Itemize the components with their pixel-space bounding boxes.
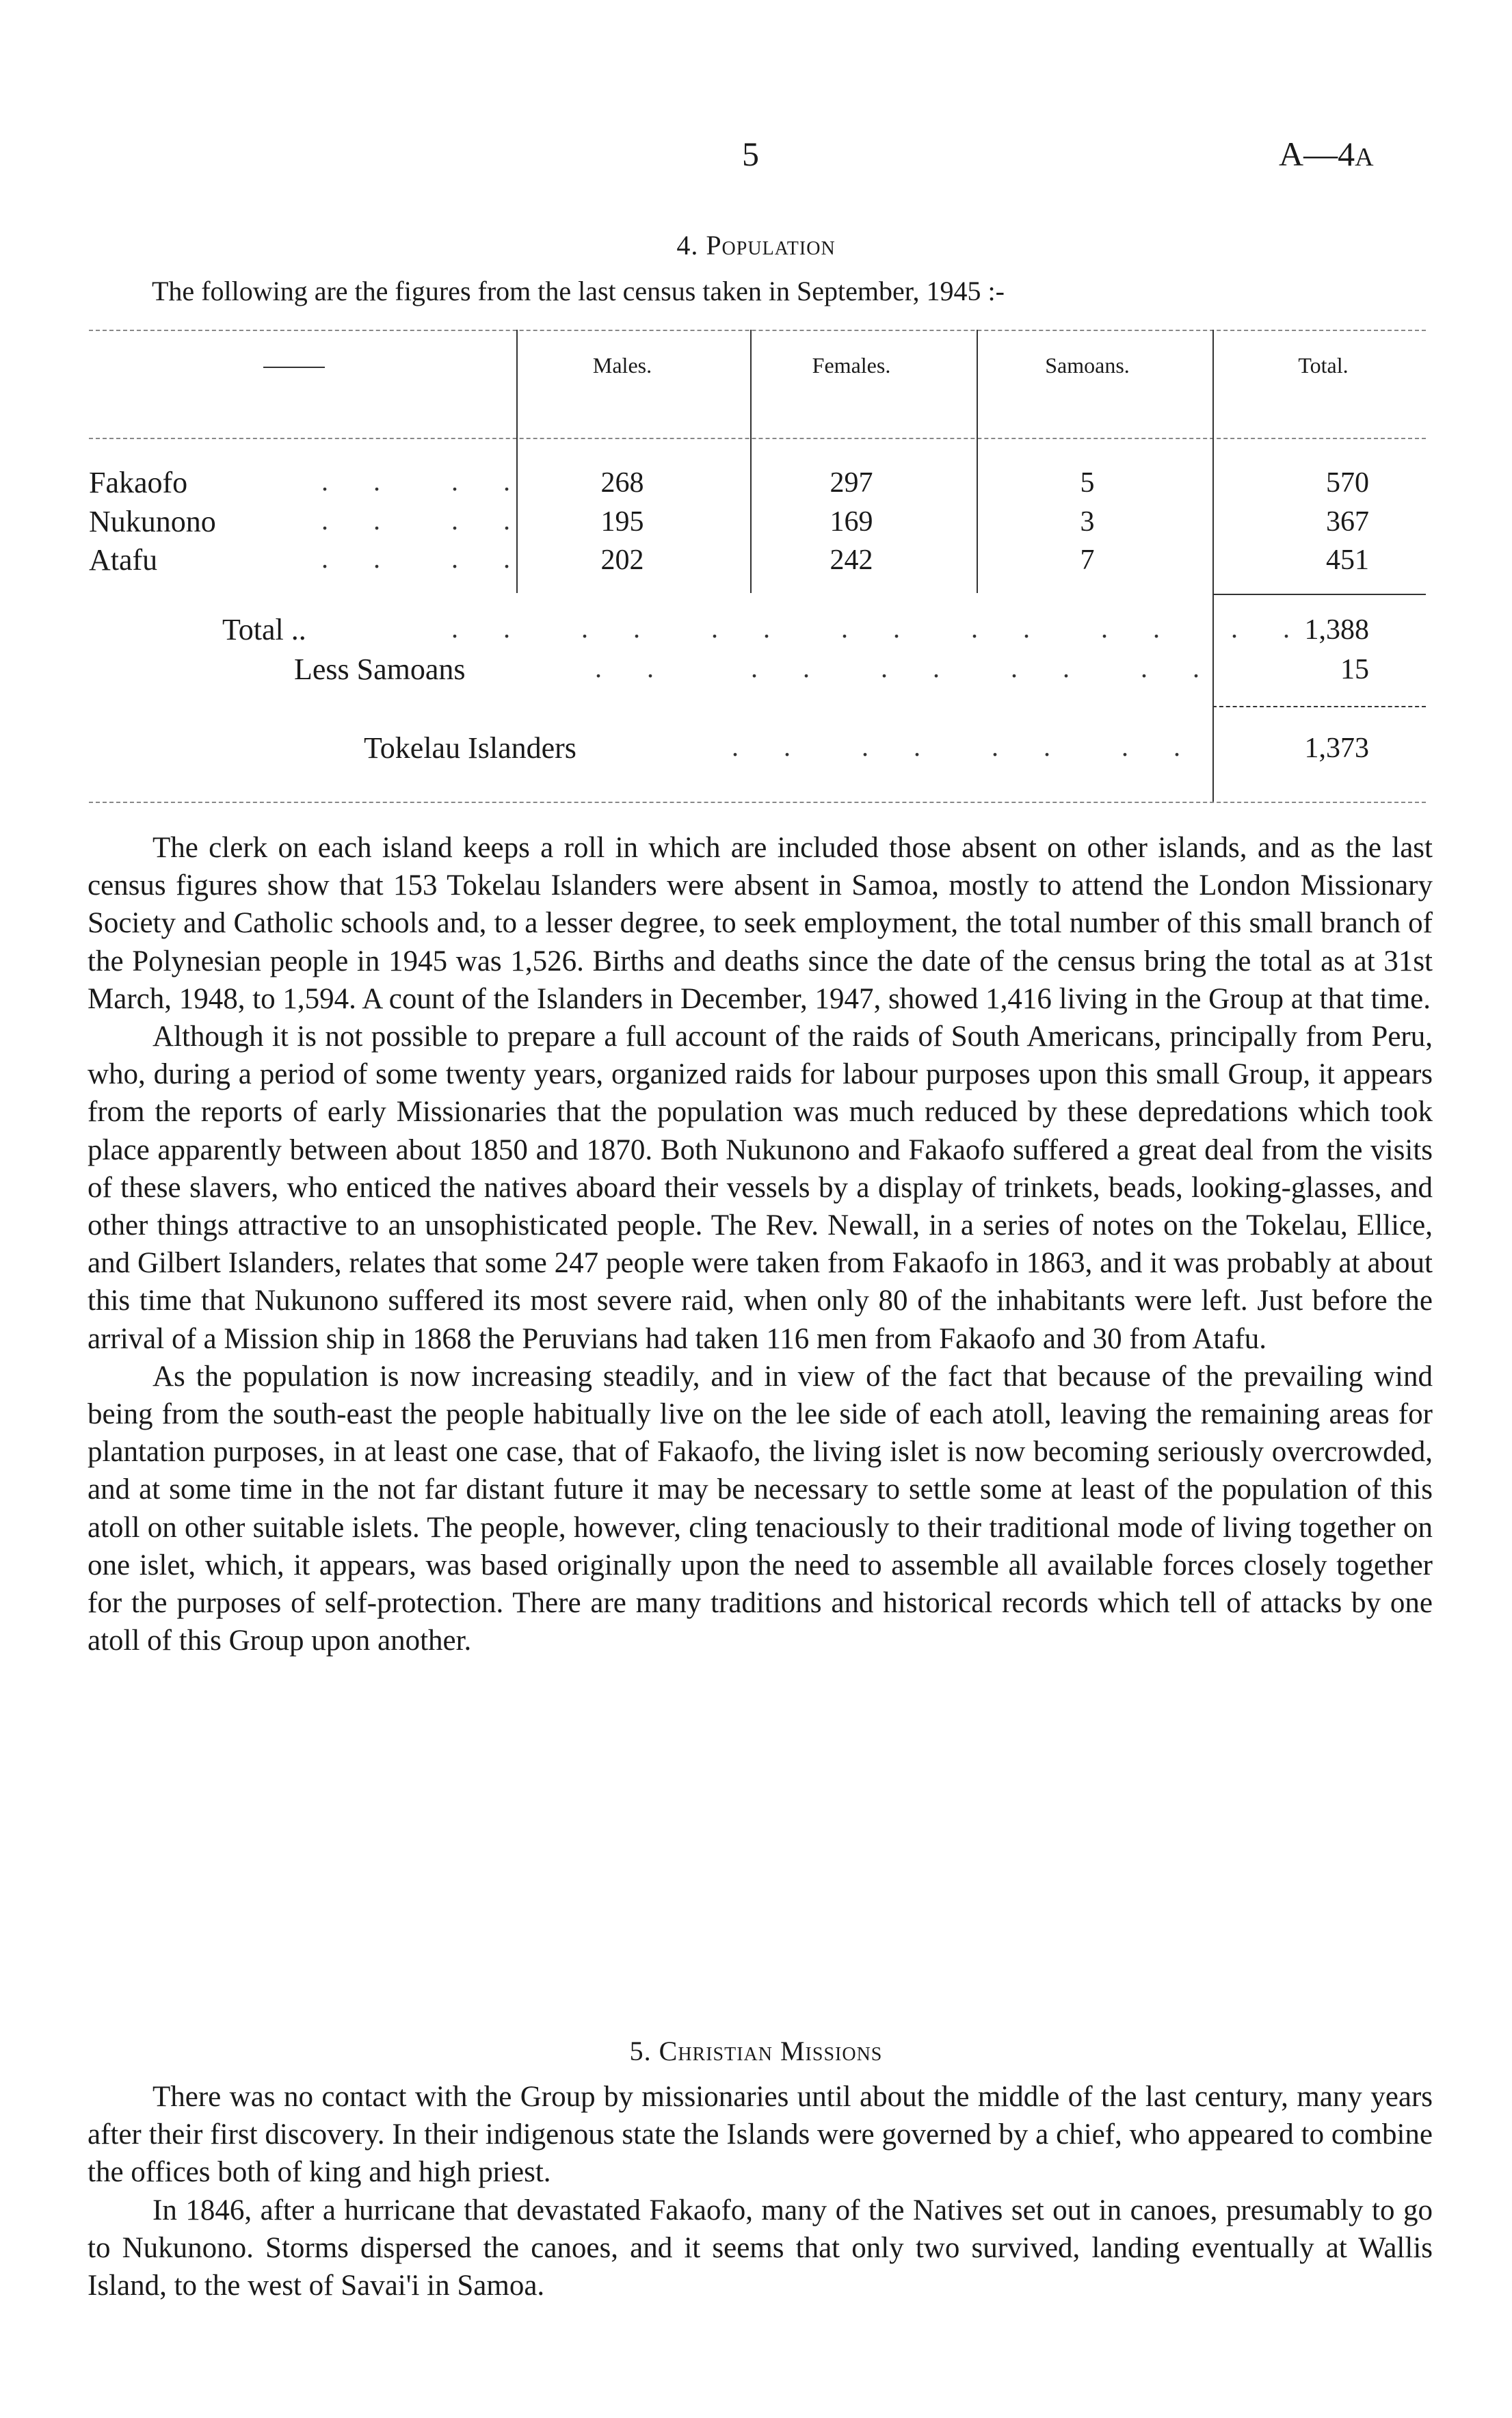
less-samoans-label: Less Samoans <box>294 653 466 686</box>
reference-suffix: A <box>1355 143 1374 172</box>
leader-dots: . . . . . . . . . . <box>595 653 1219 683</box>
row-label-nukunono: Nukunono <box>89 505 216 538</box>
header-males: Males. <box>592 353 652 378</box>
leader-dots: . . . . <box>321 505 529 536</box>
cell-nukunono-samoans: 3 <box>1080 506 1095 538</box>
missions-heading-number: 5. <box>629 2036 652 2066</box>
missions-heading <box>0 2035 1512 2067</box>
column-divider <box>750 330 752 593</box>
header-bottom-rule <box>89 438 1426 439</box>
leader-dots: . . . . . . . . . . . . . . <box>451 613 1309 644</box>
cell-fakaofo-samoans: 5 <box>1080 467 1095 499</box>
paragraph: The clerk on each island keeps a roll in which are included those absent on other islands, and as the last census figures show that 153 Tokelau Islanders were absent in Samoa, mostly to attend the London Missionary Society and Catholic schools and, to a lesser degree, to seek employment, the total number of this small branch of the Polynesian people in 1945 was 1,526. Births and deaths since the date of the census bring the total as at 31st March, 1948, to 1,594. A count of the Islanders in December, 1947, showed 1,416 living in the Group at that time. <box>88 832 1433 1015</box>
cell-fakaofo-total: 570 <box>1326 467 1369 499</box>
reference-code: A—4 <box>1279 135 1355 173</box>
header-samoans: Samoans. <box>1045 353 1130 378</box>
cell-nukunono-females: 169 <box>830 506 873 538</box>
cell-atafu-females: 242 <box>830 544 873 576</box>
population-body <box>88 829 1433 1659</box>
paragraph: There was no contact with the Group by missionaries until about the middle of the last century, many years after their first discovery. In their indigenous state the Islands were governed by a chief, who appeared to combine the offices both of king and high priest. <box>88 2081 1433 2189</box>
islanders-rule <box>1212 706 1426 707</box>
column-divider <box>1212 330 1214 802</box>
population-heading <box>0 229 1512 261</box>
header-females: Females. <box>812 353 891 378</box>
missions-heading-title: Christian Missions <box>659 2036 883 2066</box>
row-label-atafu: Atafu <box>89 543 158 577</box>
blank-column-header <box>263 367 325 368</box>
paragraph: As the population is now increasing steadily, and in view of the fact that because of the prevailing wind being from the south-east the people habitually live on the lee side of each atoll, leaving the remaining areas for plantation purposes, in at least one case, that of Fakaofo, the living islet is now becoming seriously overcrowded, and at some time in the not far distant future it may be necessary to settle some at least of the population of this atoll on other suitable islets. The people, however, cling tenaciously to their traditional mode of living together on one islet, which, it appears, was based originally upon the need to assemble all available forces closely together for the purposes of self-protection. There are many traditions and historical records which tell of attacks by one atoll of this Group upon another. <box>88 1360 1433 1657</box>
population-heading-title: Population <box>706 230 836 261</box>
cell-atafu-total: 451 <box>1326 544 1369 576</box>
total-label: Total .. <box>222 613 306 646</box>
paragraph: Although it is not possible to prepare a full account of the raids of South Americans, principally from Peru, who, during a period of some twenty years, organized raids for labour purposes upon this small Group, it appears from the reports of early Missionaries that the population was much reduced by these depredations which took place apparently between about 1850 and 1870. Both Nukunono and Fakaofo suffered a great deal from the visits of these slavers, who enticed the natives aboard their vessels by a display of trinkets, beads, looking-glasses, and other things attractive to an unsophisticated people. The Rev. Newall, in a series of notes on the Tokelau, Ellice, and Gilbert Islanders, relates that some 247 people were taken from Fakaofo in 1863, and it was probably at about this time that Nukunono suffered its most severe raid, when only 80 of the inhabitants were left. Just before the arrival of a Mission ship in 1868 the Peruvians had taken 116 men from Fakaofo and 30 from Atafu. <box>88 1021 1433 1355</box>
cell-atafu-samoans: 7 <box>1080 544 1095 576</box>
cell-nukunono-males: 195 <box>600 506 644 538</box>
total-value: 1,388 <box>1304 614 1369 646</box>
islanders-value: 1,373 <box>1304 733 1369 764</box>
leader-dots: . . . . <box>321 466 529 497</box>
document-reference <box>1279 134 1374 174</box>
less-samoans-value: 15 <box>1340 654 1369 685</box>
table-top-rule <box>89 330 1426 331</box>
header-total: Total. <box>1298 353 1349 378</box>
cell-nukunono-total: 367 <box>1326 506 1369 538</box>
missions-body <box>88 2078 1433 2304</box>
leader-dots: . . . . <box>321 543 529 574</box>
census-intro: The following are the figures from the last census taken in September, 1945 :- <box>152 276 1005 306</box>
cell-fakaofo-males: 268 <box>600 467 644 499</box>
cell-atafu-males: 202 <box>600 544 644 576</box>
cell-fakaofo-females: 297 <box>830 467 873 499</box>
paragraph: In 1846, after a hurricane that devastated Fakaofo, many of the Natives set out in canoes, presumably to go to Nukunono. Storms dispersed the canoes, and it seems that only two survived, landing eventually at Wallis Island, to the west of Savai'i in Samoa. <box>88 2194 1433 2302</box>
population-heading-number: 4. <box>676 230 699 261</box>
table-bottom-rule <box>89 802 1426 803</box>
leader-dots: . . . . . . . . <box>732 731 1199 762</box>
islanders-label: Tokelau Islanders <box>364 731 576 765</box>
total-column-rule <box>1212 594 1426 595</box>
page-number: 5 <box>742 135 759 173</box>
row-label-fakaofo: Fakaofo <box>89 466 188 499</box>
